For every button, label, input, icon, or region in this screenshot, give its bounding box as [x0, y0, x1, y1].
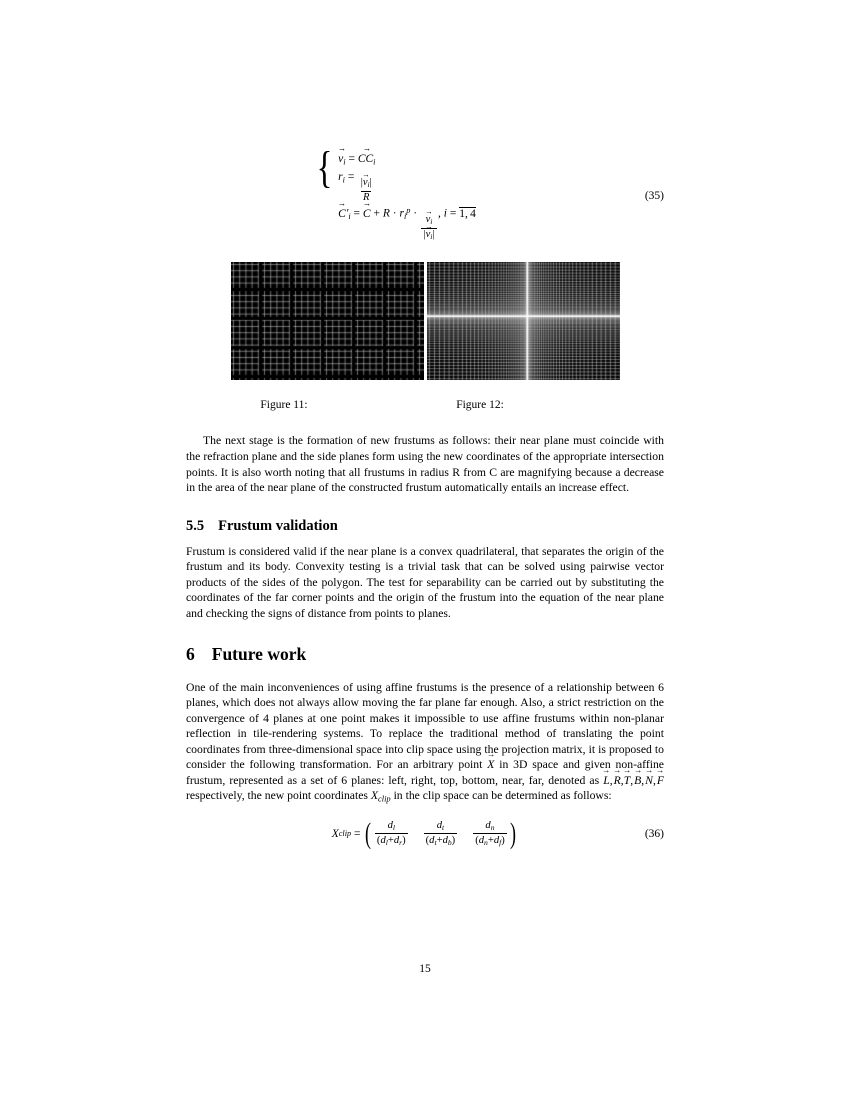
paragraph-frustum-formation: The next stage is the formation of new frustums as follows: their near plane must coincide with the refraction plane and the side planes form using the new coordinates of the appropriate intersection points. It is also worth noting that all frustums in radius R from C are magnifying because a decrease in the area of the near plane of the constructed frustum automatically entails an increase effect. [186, 434, 664, 495]
equation-35-line-1: $v_i$ → = $CC_i$ → [338, 150, 476, 169]
subsection-number: 5.5 [186, 517, 205, 534]
figure-12-canvas [427, 262, 620, 380]
left-brace: { [316, 143, 333, 192]
equation-36-body: X clip = ( $\frac{d_l}{(d_l+d_r)}$ $\frac{d_t}{(d_t+d_b)}$ $\frac{d_n}{(d_n+d_f)}$ ) [331, 817, 517, 851]
equation-35-line-3: $C \to'_i = C$ → + $R \cdot r_i^p$ · $\frac{v_i \to}{|v_i \to|}$ , i = 1, 4 [338, 205, 476, 243]
section-title: Future work [211, 643, 307, 664]
figure-11-canvas [231, 262, 424, 380]
figure-captions [186, 399, 664, 411]
figure-pair [186, 262, 664, 380]
equation-36-row [186, 817, 664, 851]
page-content [186, 143, 664, 851]
figure-11-image [231, 262, 424, 380]
figure-12-image [427, 262, 620, 380]
subsection-title: Frustum validation [218, 517, 338, 534]
equation-35-row [186, 143, 664, 242]
equation-35-body [316, 143, 476, 242]
figure-11-caption: Figure 11: [260, 399, 308, 412]
equation-35-line-2: $r_i$ = $\frac{|v_i \to|}{R}$ [338, 169, 476, 205]
paragraph-frustum-validation: Frustum is considered valid if the near plane is a convex quadrilateral, that separates the origin of the frustum and its body. Convexity testing is a trivial task that can be solved using pairwise vector products of the sides of the polygon. The test for separability can be carried out by substituting the coordinates of the far corner points and the origin of the frustum into the equation of the near plane and checking the signs of distance from points to planes. [186, 544, 664, 620]
subsection-heading-frustum-validation [186, 518, 664, 535]
paragraph-future-work: One of the main inconveniences of using affine frustums is the presence of a relationship between 6 planes, which does not always allow moving the far plane far enough. Also, a strict restriction on the convergence of 4 planes at one point makes it impossible to use affine frustums within non-planar reflection in tile-rendering systems. To replace the traditional method of translating the point coordinates from three-dimensional space into clip space using the projection matrix, it is proposed to consider the following transformation. For an arbitrary point X → in 3D space and given non-affine frustum, represented as a set of 6 planes: left, right, top, bottom, near, far, denoted as L →, R →,T →, B →, N →, F → respectively, the new point coordinates $X_{clip}$ in the clip space can be determined as follows: [186, 680, 664, 805]
equation-36-number: (36) [644, 827, 664, 840]
section-heading-future-work [186, 644, 664, 665]
figure-12-caption: Figure 12: [456, 399, 504, 412]
page-number: 15 [419, 963, 431, 975]
equation-35-number: (35) [644, 190, 664, 203]
section-number: 6 [186, 643, 195, 664]
